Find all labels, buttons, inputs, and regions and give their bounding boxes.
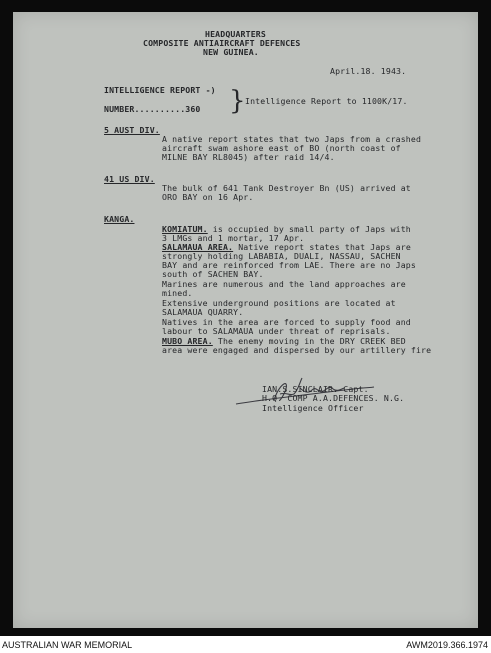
signature-unit: H.Q. COMP A.A.DEFENCES. N.G. <box>262 393 405 403</box>
kanga-line-12: labour to SALAMAUA under threat of reprisals. <box>162 326 391 336</box>
salamaua-text: Native report states that Japs are <box>233 242 411 252</box>
kanga-line-2: 3 LMGs and 1 mortar, 17 Apr. <box>162 233 305 243</box>
archive-footer <box>0 636 491 653</box>
kanga-line-8: mined. <box>162 288 193 298</box>
salamaua-label: SALAMAUA AREA. <box>162 242 234 252</box>
mubo-text: The enemy moving in the DRY CREEK BED <box>212 336 406 346</box>
aust-div-line-1: A native report states that two Japs from a crashed <box>162 134 422 144</box>
kanga-line-5: BAY and are reinforced from LAE. There are no Japs <box>162 260 416 270</box>
aust-div-line-3: MILNE BAY RL8045) after raid 14/4. <box>162 152 335 162</box>
report-title: INTELLIGENCE REPORT -) <box>104 85 216 95</box>
signature-role: Intelligence Officer <box>262 403 364 413</box>
mubo-label: MUBO AREA. <box>162 336 213 346</box>
kanga-line-9: Extensive underground positions are located at <box>162 298 396 308</box>
footer-institution: AUSTRALIAN WAR MEMORIAL <box>2 640 133 650</box>
aust-div-line-2: aircraft swam ashore east of BO (north coast of <box>162 143 401 153</box>
us-div-line-2: ORO BAY on 16 Apr. <box>162 192 254 202</box>
kanga-line-11: Natives in the area are forced to supply food and <box>162 317 411 327</box>
kanga-line-10: SALAMAUA QUARRY. <box>162 307 244 317</box>
komiatum-label: KOMIATUM. <box>162 224 208 234</box>
section-heading-kanga: KANGA. <box>104 214 135 224</box>
us-div-line-1: The bulk of 641 Tank Destroyer Bn (US) arrived at <box>162 183 411 193</box>
kanga-line-4: strongly holding LABABIA, DUALI, NASSAU, SACHEN <box>162 251 401 261</box>
header-line-2: COMPOSITE ANTIAIRCRAFT DEFENCES <box>143 38 301 48</box>
report-number: NUMBER..........360 <box>104 104 201 114</box>
brace-glyph: } <box>229 86 246 116</box>
report-to: Intelligence Report to 1100K/17. <box>245 96 408 106</box>
footer-accession-number: AWM2019.366.1974 <box>406 640 488 650</box>
report-date: April.18. 1943. <box>330 66 407 76</box>
section-heading-us-div: 41 US DIV. <box>104 174 155 184</box>
section-heading-aust-div: 5 AUST DIV. <box>104 125 160 135</box>
header-line-3: NEW GUINEA. <box>203 47 259 57</box>
signature-name: IAN.S.SINCLAIR. Capt. <box>262 384 369 394</box>
kanga-line-14: area were engaged and dispersed by our artillery fire <box>162 345 432 355</box>
komiatum-text: is occupied by small party of Japs with <box>207 224 411 234</box>
kanga-line-7: Marines are numerous and the land approaches are <box>162 279 406 289</box>
header-line-1: HEADQUARTERS <box>205 29 266 39</box>
kanga-line-6: south of SACHEN BAY. <box>162 269 264 279</box>
